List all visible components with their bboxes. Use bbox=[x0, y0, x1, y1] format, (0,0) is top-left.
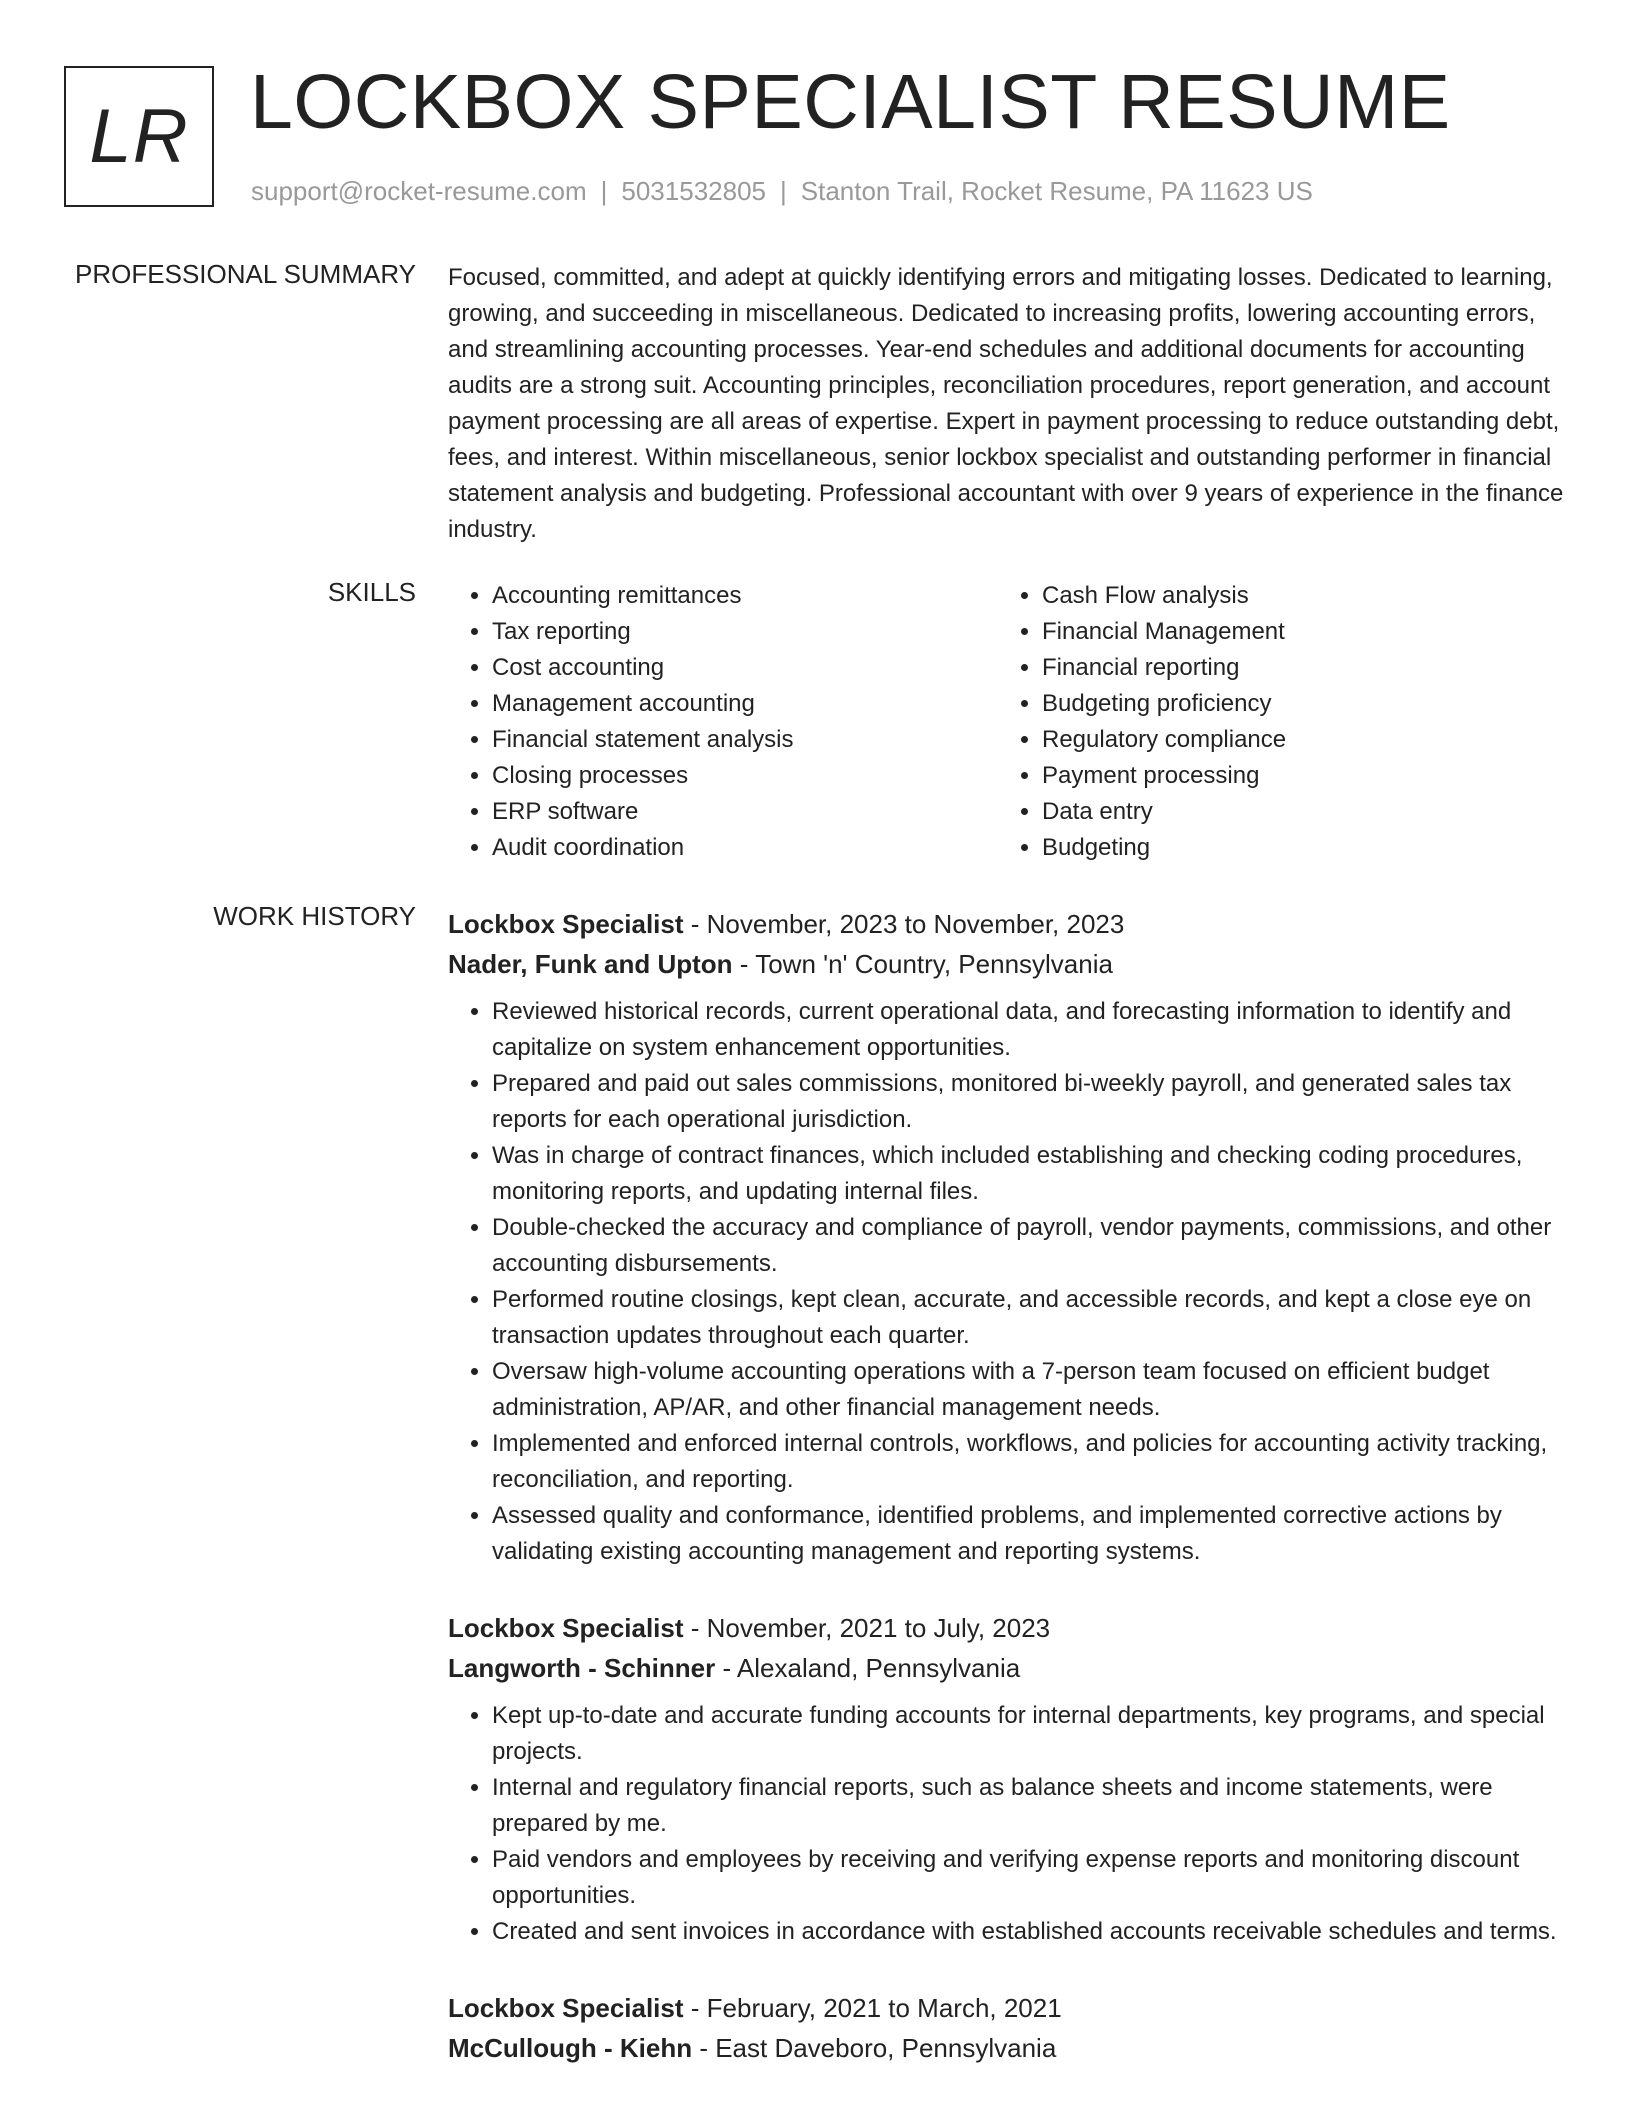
job-bullet: • Internal and regulatory financial reports, such as balance sheets and income statements, were prepared by me. bbox=[492, 1770, 1568, 1842]
job-bullet: • Oversaw high-volume accounting operations with a 7-person team focused on efficient budget administration, AP/AR, and other financial management needs. bbox=[492, 1354, 1568, 1426]
job-title-line bbox=[448, 904, 1568, 944]
contact-address: Stanton Trail, Rocket Resume, PA 11623 US bbox=[800, 176, 1313, 206]
monogram-box bbox=[64, 66, 214, 207]
skill-item: • ERP software bbox=[492, 794, 998, 830]
skill-item: • Management accounting bbox=[492, 686, 998, 722]
job-title: Lockbox Specialist bbox=[448, 909, 684, 939]
job-bullet: • Assessed quality and conformance, identified problems, and implemented corrective actions by validating existing accounting management and reporting systems. bbox=[492, 1498, 1568, 1570]
job-bullet: • Implemented and enforced internal controls, workflows, and policies for accounting activity tracking, reconciliation, and reporting. bbox=[492, 1426, 1568, 1498]
skill-item: • Payment processing bbox=[1042, 758, 1548, 794]
skill-item: • Data entry bbox=[1042, 794, 1548, 830]
contact-separator: | bbox=[600, 176, 608, 206]
work-history bbox=[448, 904, 1568, 2106]
contact-phone: 5031532805 bbox=[621, 176, 766, 206]
work-history-label: WORK HISTORY bbox=[213, 901, 416, 931]
contact-separator: | bbox=[780, 176, 787, 206]
job-dates: - November, 2023 to November, 2023 bbox=[683, 909, 1125, 939]
job-bullets bbox=[448, 1698, 1568, 1950]
skills-label: SKILLS bbox=[327, 577, 416, 607]
job-bullet: • Created and sent invoices in accordance with established accounts receivable schedules and terms. bbox=[492, 1914, 1568, 1950]
summary-label: PROFESSIONAL SUMMARY bbox=[75, 259, 416, 289]
skill-item: • Regulatory compliance bbox=[1042, 722, 1548, 758]
job-location: - Town 'n' Country, Pennsylvania bbox=[732, 949, 1113, 979]
job-title-line bbox=[448, 1988, 1568, 2028]
job-title: Lockbox Specialist bbox=[448, 1993, 684, 2023]
monogram-initials: LR bbox=[89, 94, 189, 179]
job-company-line bbox=[448, 944, 1568, 984]
contact-email: support@rocket-resume.com bbox=[251, 176, 587, 206]
job-entry bbox=[448, 904, 1568, 1570]
resume-title: LOCKBOX SPECIALIST RESUME bbox=[250, 59, 1451, 145]
skill-item: • Cost accounting bbox=[492, 650, 998, 686]
contact-line bbox=[251, 176, 1313, 207]
job-bullet: • Prepared and paid out sales commissions, monitored bi-weekly payroll, and generated sales tax reports for each operational jurisdiction. bbox=[492, 1066, 1568, 1138]
job-company: Langworth - Schinner bbox=[448, 1653, 716, 1683]
skill-item: • Budgeting bbox=[1042, 830, 1548, 866]
skill-item: • Cash Flow analysis bbox=[1042, 578, 1548, 614]
skill-item: • Closing processes bbox=[492, 758, 998, 794]
skills-list bbox=[448, 578, 1568, 866]
job-title-line bbox=[448, 1608, 1568, 1648]
job-bullet: • Paid vendors and employees by receiving and verifying expense reports and monitoring discount opportunities. bbox=[492, 1842, 1568, 1914]
job-bullet: • Was in charge of contract finances, which included establishing and checking coding procedures, monitoring reports, and updating internal files. bbox=[492, 1138, 1568, 1210]
job-bullet: • Performed routine closings, kept clean, accurate, and accessible records, and kept a close eye on transaction updates throughout each quarter. bbox=[492, 1282, 1568, 1354]
job-bullet: • Reviewed historical records, current operational data, and forecasting information to identify and capitalize on system enhancement opportunities. bbox=[492, 994, 1568, 1066]
job-bullet: • Kept up-to-date and accurate funding accounts for internal departments, key programs, and special projects. bbox=[492, 1698, 1568, 1770]
job-location: - East Daveboro, Pennsylvania bbox=[692, 2033, 1057, 2063]
job-dates: - February, 2021 to March, 2021 bbox=[683, 1993, 1062, 2023]
job-dates: - November, 2021 to July, 2023 bbox=[683, 1613, 1051, 1643]
job-title: Lockbox Specialist bbox=[448, 1613, 684, 1643]
skill-item: • Financial Management bbox=[1042, 614, 1548, 650]
skill-item: • Financial statement analysis bbox=[492, 722, 998, 758]
skill-item: • Financial reporting bbox=[1042, 650, 1548, 686]
skills-column-left bbox=[448, 578, 998, 866]
job-company-line bbox=[448, 2028, 1568, 2068]
job-entry bbox=[448, 1988, 1568, 2068]
skills-column-right bbox=[998, 578, 1548, 866]
job-company: Nader, Funk and Upton bbox=[448, 949, 733, 979]
job-bullet: • Double-checked the accuracy and compliance of payroll, vendor payments, commissions, and other accounting disbursements. bbox=[492, 1210, 1568, 1282]
summary-text: Focused, committed, and adept at quickly identifying errors and mitigating losses. Dedicated to learning, growing, and succeeding in miscellaneous. Dedicated to increasing profits, lowering accounting errors, and streamlining accounting processes. Year-end schedules and additional documents for accounting audits are a strong suit. Accounting principles, reconciliation procedures, report generation, and account payment processing are all areas of expertise. Expert in payment processing to reduce outstanding debt, fees, and interest. Within miscellaneous, senior lockbox specialist and outstanding performer in financial statement analysis and budgeting. Professional accountant with over 9 years of experience in the finance industry. bbox=[448, 264, 1564, 543]
skill-item: • Audit coordination bbox=[492, 830, 998, 866]
job-location: - Alexaland, Pennsylvania bbox=[715, 1653, 1021, 1683]
job-company-line bbox=[448, 1648, 1568, 1688]
job-entry bbox=[448, 1608, 1568, 1950]
skill-item: • Accounting remittances bbox=[492, 578, 998, 614]
job-company: McCullough - Kiehn bbox=[448, 2033, 693, 2063]
job-bullets bbox=[448, 994, 1568, 1570]
skill-item: • Tax reporting bbox=[492, 614, 998, 650]
skill-item: • Budgeting proficiency bbox=[1042, 686, 1548, 722]
